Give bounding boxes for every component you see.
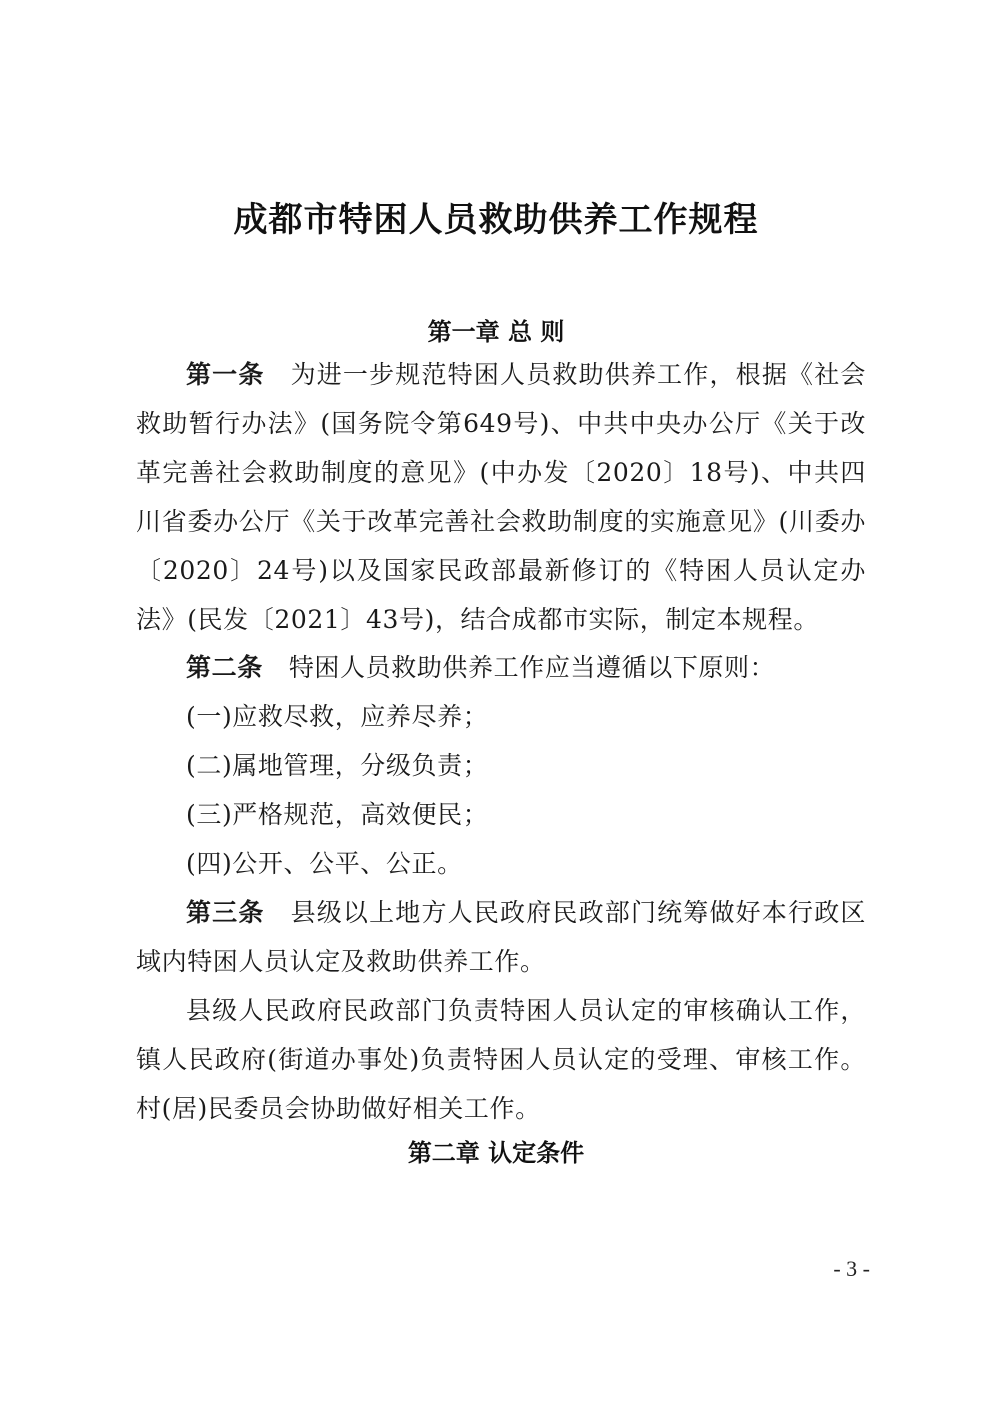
principle-2: (二)属地管理，分级负责；	[186, 751, 489, 781]
page-number: - 3 -	[833, 1256, 870, 1281]
article-3-text: 县级以上地方人民政府民政部门统筹做好本行政区域内特困人员认定及救助供养工作。	[136, 897, 867, 976]
chapter-heading-2: 第二章 认定条件	[407, 1139, 585, 1167]
article-1-label: 第一条	[186, 360, 265, 389]
document-title: 成都市特困人员救助供养工作规程	[233, 200, 759, 240]
article-1-text: 为进一步规范特困人员救助供养工作，根据《社会救助暂行办法》(国务院令第649号)、中共中央办公厅《关于改革完善社会救助制度的意见》(中办发〔2020〕18号)、中共四川省委办公厅《关于改革完善社会救助制度的实施意见》(川委办〔2020〕24号)以及国家民政部最新修订的《特困人员认定办法》(民发〔2021〕43号)，结合成都市实际，制定本规程。	[136, 360, 867, 634]
article-2	[136, 644, 866, 693]
principle-3: (三)严格规范，高效便民；	[186, 800, 489, 830]
chapter-heading-1: 第一章 总 则	[427, 318, 565, 346]
article-2-text: 特困人员救助供养工作应当遵循以下原则：	[288, 653, 776, 683]
document-body	[136, 351, 866, 1134]
article-3	[136, 889, 866, 987]
article-3-paragraph-2: 县级人民政府民政部门负责特困人员认定的审核确认工作，镇人民政府(街道办事处)负责特困人员认定的受理、审核工作。村(居)民委员会协助做好相关工作。	[136, 995, 866, 1123]
article-3-label: 第三条	[186, 897, 265, 927]
principle-1: (一)应救尽救，应养尽养；	[186, 702, 489, 732]
article-1	[136, 351, 866, 644]
principle-4: (四)公开、公平、公正。	[186, 849, 463, 879]
article-2-label: 第二条	[186, 653, 263, 683]
